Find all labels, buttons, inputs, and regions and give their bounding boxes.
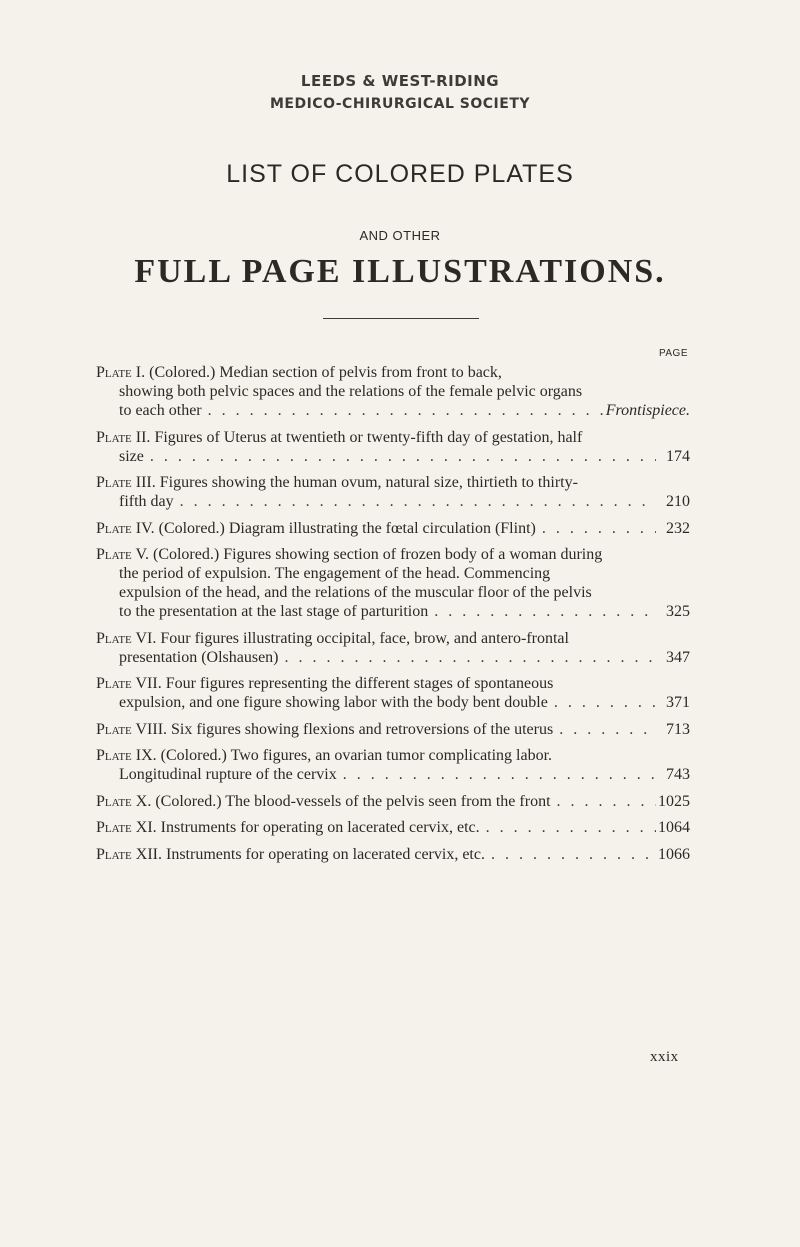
plate-page-number: 1066 [658,845,690,863]
plate-entry [96,473,690,511]
plate-page-number: 232 [666,519,690,537]
leader-dots [144,447,656,466]
plate-entry-line [96,602,690,621]
plate-entry [96,363,690,420]
plate-description: (Colored.) Diagram illustrating the fœtal circulation (Flint) [158,519,536,537]
plate-page-number: 1025 [658,792,690,810]
plate-entry [96,818,690,837]
plate-entry-line [96,519,690,538]
plate-entry-line [96,401,690,420]
leader-dots [279,648,656,667]
plates-list [96,363,690,871]
plate-entry [96,720,690,739]
plate-label: Plate III. [96,474,156,491]
plate-page-number: 1064 [658,819,690,836]
plate-entry [96,845,690,864]
plate-entry-line [96,492,690,511]
plate-entry-line [96,545,690,564]
plate-page-number: Frontispiece. [605,402,690,419]
plate-entry-line [96,845,690,864]
library-stamp-line-2: MEDICO-CHIRURGICAL SOCIETY [269,96,531,112]
leader-dots [428,602,656,621]
plate-label: Plate V. [96,546,149,563]
plate-page-number: 210 [666,493,690,510]
plate-description: (Colored.) The blood-vessels of the pelvis seen from the front [155,792,551,810]
title-rule [323,318,479,319]
plate-entry-line [96,382,690,401]
plate-label: Plate XII. [96,845,162,863]
plate-entry-line [96,746,690,765]
plate-entry-line [96,720,690,739]
plate-entry-line [96,447,690,466]
plate-label: Plate IX. [96,747,157,764]
plate-description: to the presentation at the last stage of parturition [119,603,429,620]
leader-dots [480,818,656,837]
plate-entry-line [96,583,690,602]
library-stamp-line-1: LEEDS & WEST-RIDING [300,72,500,90]
page-subtitle: AND OTHER [359,228,441,243]
plate-description: expulsion, and one figure showing labor with the body bent double [119,694,548,711]
plate-entry [96,674,690,712]
leader-dots [551,792,656,811]
plate-page-number: 325 [666,603,690,620]
plate-entry-line [96,693,690,712]
plate-description: Figures of Uterus at twentieth or twenty-fifth day of gestation, half [154,428,583,446]
plate-label: Plate VII. [96,675,162,692]
plate-description: Instruments for operating on lacerated cervix, etc. [160,819,480,836]
plate-entry-line [96,363,690,382]
plate-description: Instruments for operating on lacerated cervix, etc. [166,845,485,863]
plate-description: size [119,447,144,465]
page-title-2: FULL PAGE ILLUSTRATIONS. [134,253,666,290]
plate-description: Four figures representing the different stages of spontaneous [165,675,554,692]
plate-entry-line [96,564,690,583]
plate-description: Figures showing the human ovum, natural size, thirtieth to thirty- [159,474,578,491]
plate-label: Plate II. [96,428,151,446]
plate-description: Longitudinal rupture of the cervix [119,766,337,783]
leader-dots [553,720,656,739]
plate-entry [96,792,690,811]
plate-entry-line [96,818,690,837]
plate-entry-line [96,473,690,492]
plate-description: the period of expulsion. The engagement of the head. Commencing [119,565,551,582]
leader-dots [548,693,656,712]
plate-entry [96,428,690,466]
plate-entry-line [96,648,690,667]
plate-page-number: 174 [666,447,690,465]
plate-description: (Colored.) Figures showing section of frozen body of a woman during [152,546,603,563]
plate-description: Six figures showing flexions and retroversions of the uterus [171,720,554,738]
plate-entry [96,545,690,621]
plate-entry-line [96,629,690,648]
plate-entry-line [96,674,690,693]
leader-dots [202,401,606,420]
plate-description: showing both pelvic spaces and the relations of the female pelvic organs [119,383,583,400]
plate-label: Plate XI. [96,819,157,836]
plate-entry [96,746,690,784]
plate-entry-line [96,765,690,784]
leader-dots [485,845,656,864]
plate-label: Plate VIII. [96,720,168,738]
plate-label: Plate X. [96,792,152,810]
page-number: xxix [650,1049,679,1065]
plate-description: fifth day [119,493,174,510]
leader-dots [337,765,656,784]
plate-description: (Colored.) Median section of pelvis from front to back, [149,364,502,381]
plate-description: Four figures illustrating occipital, face, brow, and antero-frontal [160,629,569,647]
plate-description: (Colored.) Two figures, an ovarian tumor complicating labor. [160,747,553,764]
plate-description: expulsion of the head, and the relations of the muscular floor of the pelvis [119,584,592,601]
plate-entry-line [96,792,690,811]
plate-page-number: 713 [666,720,690,738]
leader-dots [174,492,656,511]
plate-page-number: 371 [666,694,690,711]
leader-dots [536,519,656,538]
plate-label: Plate I. [96,364,146,381]
plate-page-number: 743 [666,766,690,783]
plate-label: Plate IV. [96,519,155,537]
plate-description: to each other [119,402,202,419]
page-column-header: PAGE [658,348,688,359]
plate-entry-line [96,428,690,447]
page-title: LIST OF COLORED PLATES [226,160,574,188]
plate-entry [96,629,690,667]
plate-description: presentation (Olshausen) [119,648,279,666]
plate-entry [96,519,690,538]
plate-page-number: 347 [666,648,690,666]
plate-label: Plate VI. [96,629,157,647]
